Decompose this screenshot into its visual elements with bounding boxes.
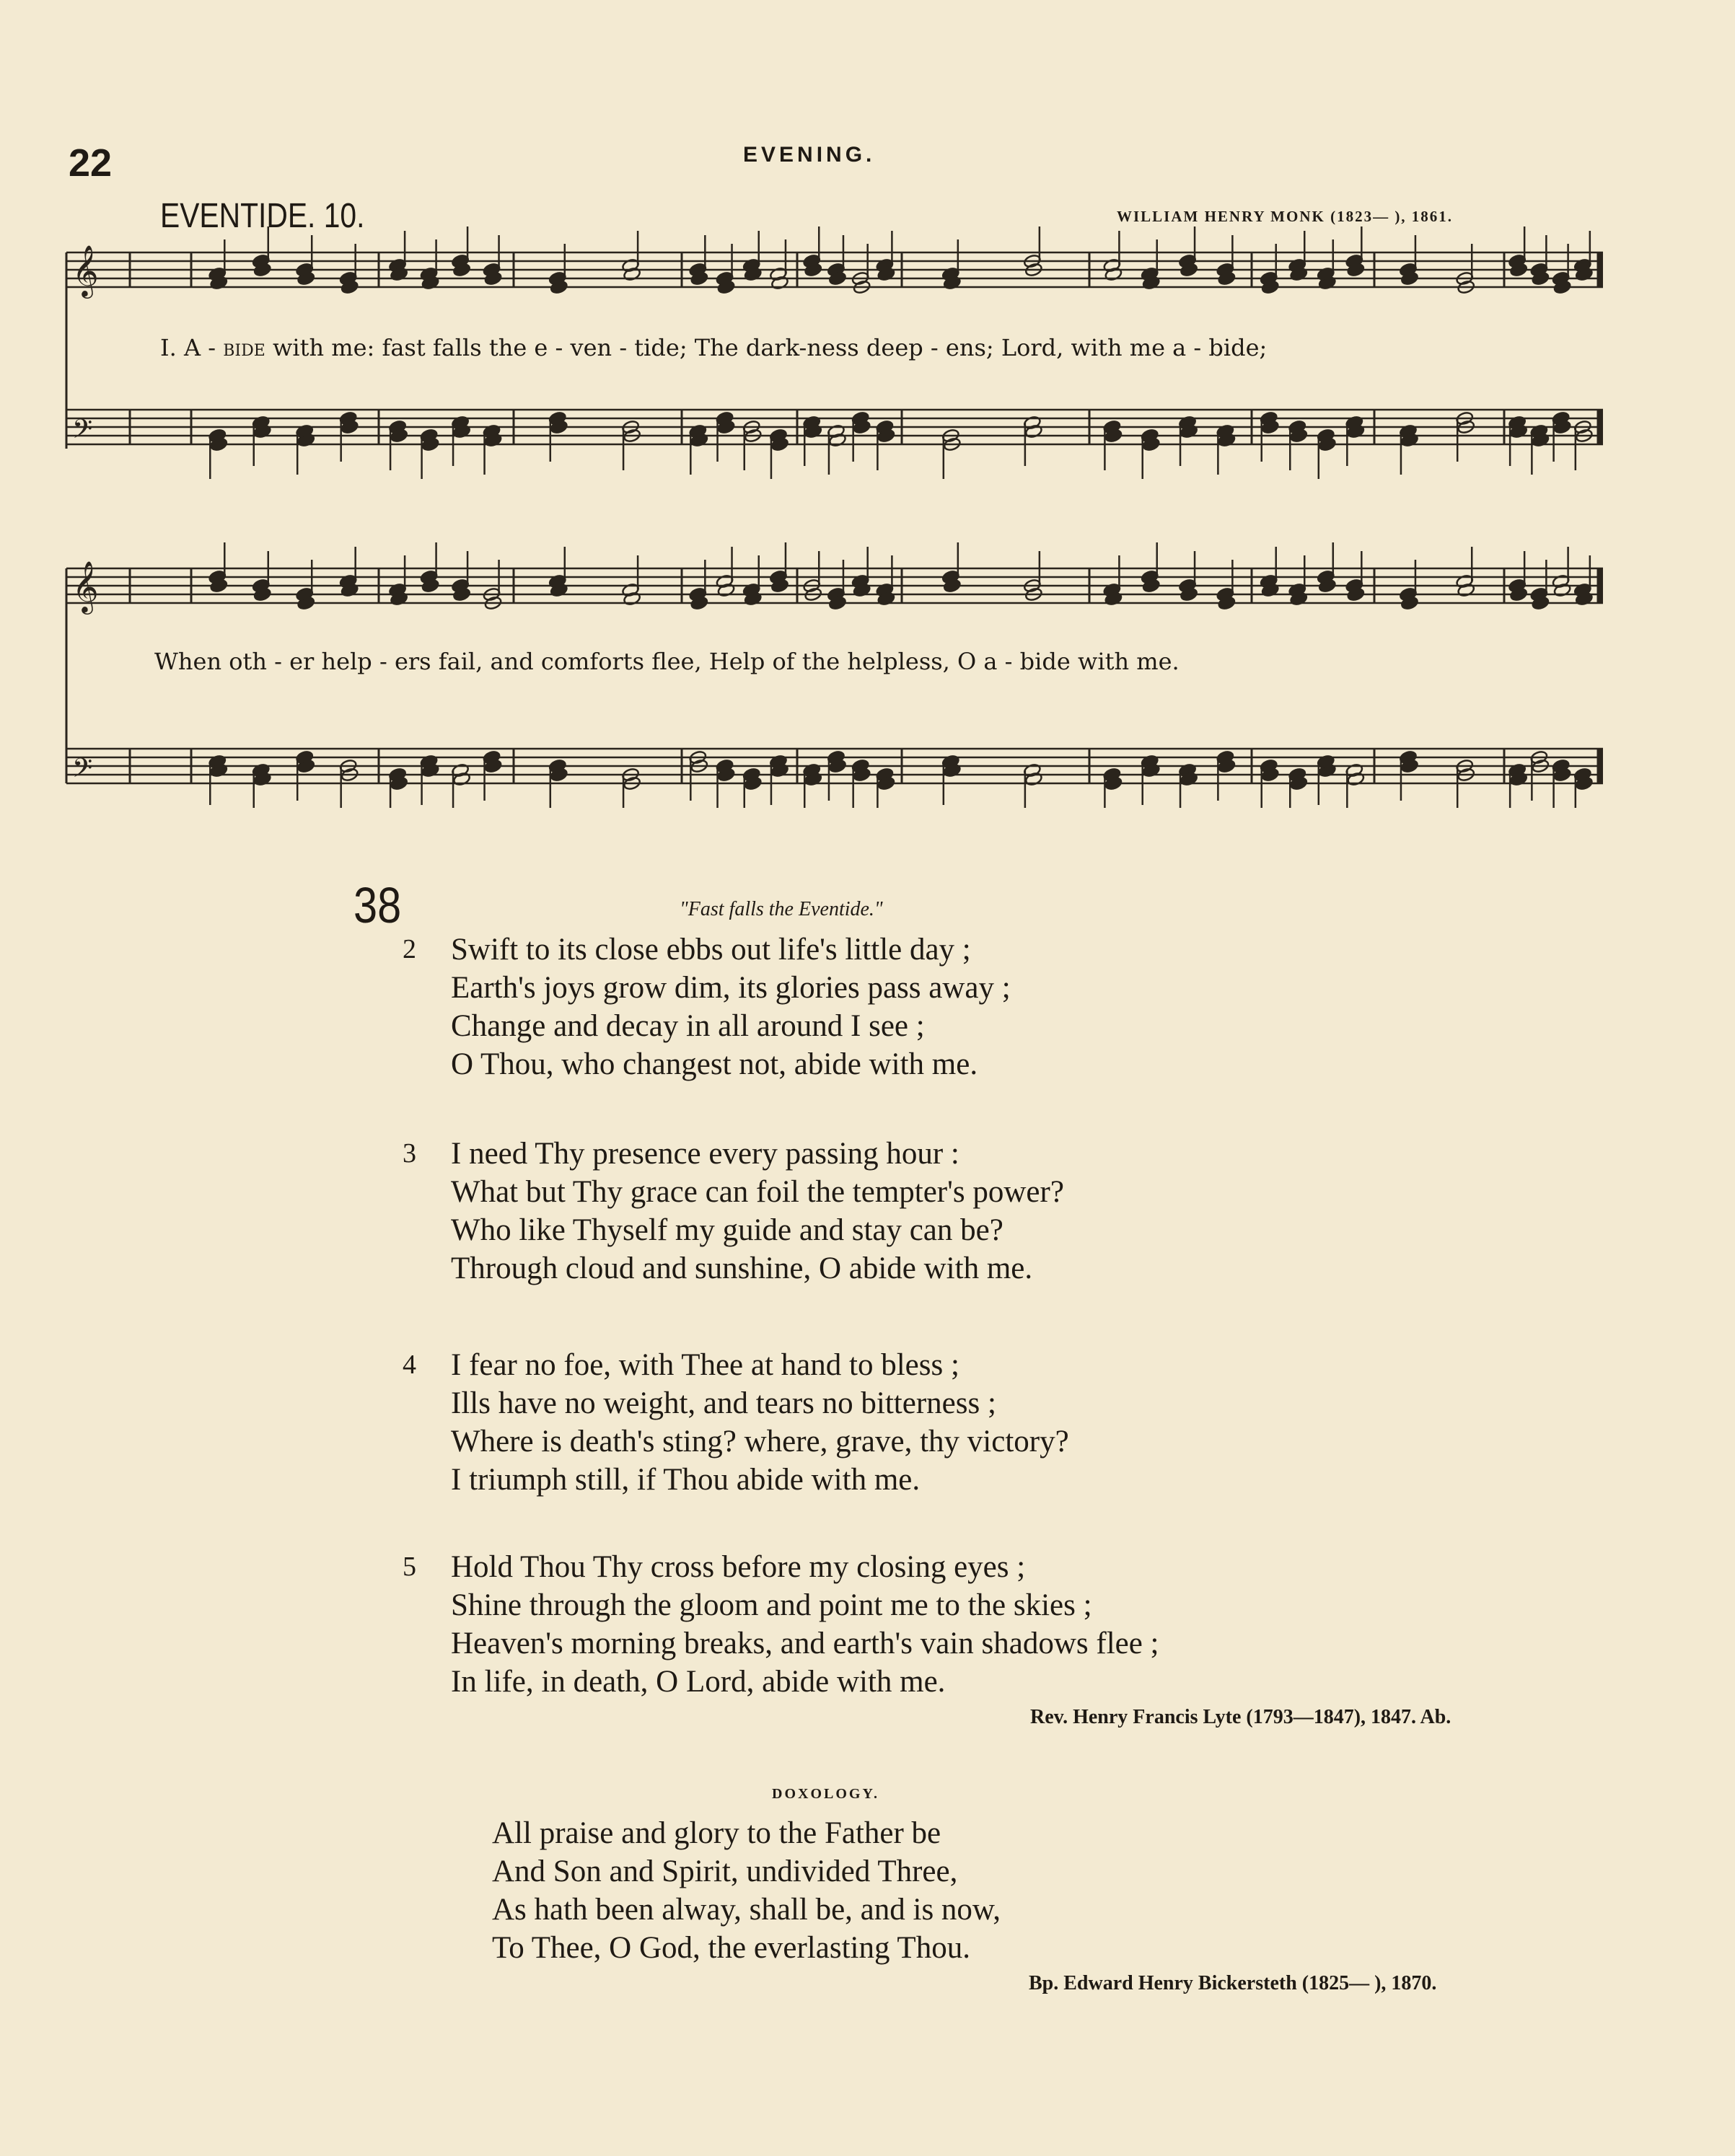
running-head: EVENING. (743, 143, 876, 167)
system2-lyrics: When oth - er help - ers fail, and comforts flee, Help of the helpless, O a - bide with me. (154, 648, 1180, 675)
stanza-line: I triumph still, if Thou abide with me. (451, 1463, 921, 1497)
stanza-line: Through cloud and sunshine, O abide with me. (451, 1251, 1033, 1285)
music-score (0, 0, 1735, 808)
tune-name: EVENTIDE. 10. (160, 197, 365, 235)
stanza-line: Swift to its close ebbs out life's little day ; (451, 933, 971, 967)
doxology-title: DOXOLOGY. (772, 1786, 880, 1802)
stanza-line: Hold Thou Thy cross before my closing eyes ; (451, 1550, 1026, 1584)
stanza-line: I fear no foe, with Thee at hand to bless ; (451, 1348, 959, 1382)
bass-clef-icon: 𝄢 (72, 753, 93, 790)
doxology-line: And Son and Spirit, undivided Three, (492, 1854, 958, 1888)
final-bar (1597, 568, 1603, 603)
stanza-line: In life, in death, O Lord, abide with me. (451, 1665, 946, 1699)
stanza-line: What but Thy grace can foil the tempter's power? (451, 1175, 1064, 1209)
page-number: 22 (69, 141, 113, 185)
treble-clef-icon: 𝄞 (72, 244, 99, 296)
stanza-3 (404, 1135, 1064, 1288)
lyric-smallcaps: bide (223, 334, 265, 361)
composer-credit: WILLIAM HENRY MONK (1823— ), 1861. (1117, 208, 1454, 225)
final-bar (1597, 252, 1603, 287)
stanza-line: Earth's joys grow dim, its glories pass away ; (451, 971, 1011, 1005)
stanza-line: Who like Thyself my guide and stay can be? (451, 1213, 1003, 1247)
stanza-5 (404, 1548, 1159, 1701)
stanza-number: 3 (403, 1138, 416, 1169)
doxology-line: As hath been alway, shall be, and is now, (492, 1893, 1001, 1927)
stanza-line: Shine through the gloom and point me to the skies ; (451, 1588, 1092, 1622)
stanza-2 (404, 930, 1011, 1083)
hymn-author: Rev. Henry Francis Lyte (1793—1847), 1847. Ab. (1030, 1706, 1451, 1728)
stanza-line: Change and decay in all around I see ; (451, 1009, 925, 1043)
hymn-number: 38 (353, 877, 402, 933)
treble-clef-icon: 𝄞 (72, 560, 99, 612)
stanza-line: Ills have no weight, and tears no bitterness ; (451, 1386, 996, 1420)
stanza-line: Where is death's sting? where, grave, thy victory? (451, 1425, 1069, 1458)
stanza-line: O Thou, who changest not, abide with me. (451, 1047, 978, 1081)
system1-lyrics (160, 334, 1267, 361)
stanza-line: Heaven's morning breaks, and earth's vain shadows flee ; (451, 1627, 1159, 1660)
bass-clef-icon: 𝄢 (72, 414, 93, 451)
doxology-line: All praise and glory to the Father be (492, 1816, 941, 1850)
final-bar (1597, 410, 1603, 444)
doxology-author: Bp. Edward Henry Bickersteth (1825— ), 1870. (1029, 1972, 1437, 1994)
stanza-number: 2 (403, 934, 416, 964)
stanza-number: 4 (403, 1350, 416, 1380)
doxology-text (492, 1814, 1001, 1967)
doxology-line: To Thee, O God, the everlasting Thou. (492, 1931, 970, 1965)
lyric-prefix: I. A - (160, 334, 224, 361)
stanza-line: I need Thy presence every passing hour : (451, 1137, 959, 1171)
lyric-rest: with me: fast falls the e - ven - tide; The dark-ness deep - ens; Lord, with me a - bide; (265, 334, 1268, 361)
stanza-number: 5 (403, 1552, 416, 1582)
hymn-title: "Fast falls the Eventide." (680, 898, 883, 920)
stanza-4 (404, 1346, 1069, 1499)
final-bar (1597, 749, 1603, 783)
